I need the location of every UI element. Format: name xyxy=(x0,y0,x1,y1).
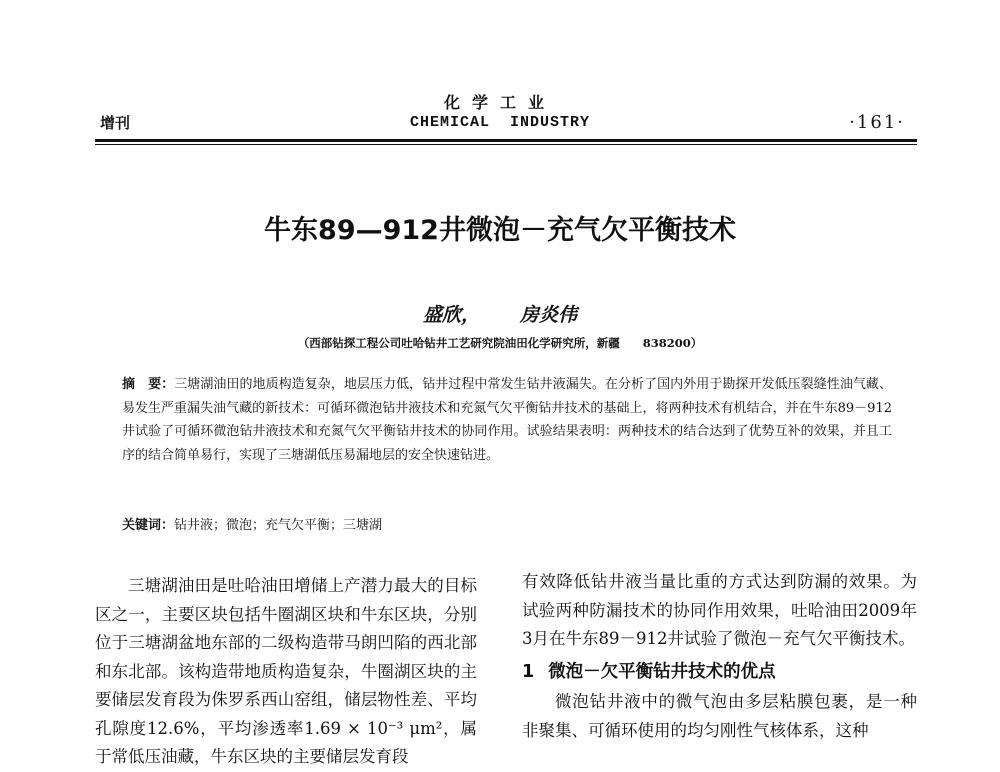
author-1: 盛欣， xyxy=(422,304,480,326)
section-number: 1 xyxy=(522,661,535,682)
abstract-label: 摘 要： xyxy=(122,377,175,392)
journal-chinese-title: 化学工业 xyxy=(443,93,556,112)
abstract xyxy=(122,373,892,467)
author-list xyxy=(0,300,1000,327)
right-paragraph: 有效降低钻井液当量比重的方式达到防漏的效果。为试验两种防漏技术的协同作用效果，吐哈油田2009年3月在牛东89－912井试验了微泡－充气欠平衡技术。 xyxy=(522,572,917,648)
author-affiliation: （西部钻探工程公司吐哈钻井工艺研究院油田化学研究所，新疆 838200） xyxy=(297,336,703,350)
keywords-text: 钻井液；微泡；充气欠平衡；三塘湖 xyxy=(174,518,383,533)
abstract-text: 三塘湖油田的地质构造复杂，地层压力低，钻井过程中常发生钻井液漏失。在分析了国内外用于勘探开发低压裂缝性油气藏、易发生严重漏失油气藏的新技术：可循环微泡钻井液技术和充氮气欠平衡钻井技术的基础上，将两种技术有机结合，并在牛东89－912井试验了可循环微泡钻井液技术和充氮气欠平衡钻井技术的协同作用。试验结果表明：两种技术的结合达到了优势互补的效果，并且工序的结合简单易行，实现了三塘湖低压易漏地层的安全快速钻进。 xyxy=(122,377,892,463)
header-rule-thin xyxy=(95,144,917,145)
page-number: ·161· xyxy=(849,112,905,133)
section-heading xyxy=(522,658,917,687)
journal-english-title: CHEMICAL INDUSTRY xyxy=(409,114,591,131)
article-title: 牛东89—912井微泡－充气欠平衡技术 xyxy=(264,215,736,246)
author-2: 房炎伟 xyxy=(520,304,578,326)
body-right-column xyxy=(522,568,917,745)
section-paragraph: 微泡钻井液中的微气泡由多层粘膜包裹，是一种非聚集、可循环使用的均匀刚性气核体系，这种 xyxy=(522,692,917,740)
supplement-label: 增刊 xyxy=(100,114,131,132)
body-left-column: 三塘湖油田是吐哈油田增储上产潜力最大的目标区之一，主要区块包括牛圈湖区块和牛东区块，分别位于三塘湖盆地东部的二级构造带马朗凹陷的西北部和东北部。该构造带地质构造复杂，牛圈湖区块的主要储层发育段为侏罗系西山窑组，储层物性差、平均孔隙度12.6%，平均渗透率1.69 × 10⁻³ μm²，属于常低压油藏，牛东区块的主要储层发育段 xyxy=(95,576,477,766)
header-rule-thick xyxy=(95,139,917,142)
keywords xyxy=(122,514,892,533)
keywords-label: 关键词： xyxy=(122,518,175,533)
section-title: 微泡－欠平衡钻井技术的优点 xyxy=(548,661,776,682)
